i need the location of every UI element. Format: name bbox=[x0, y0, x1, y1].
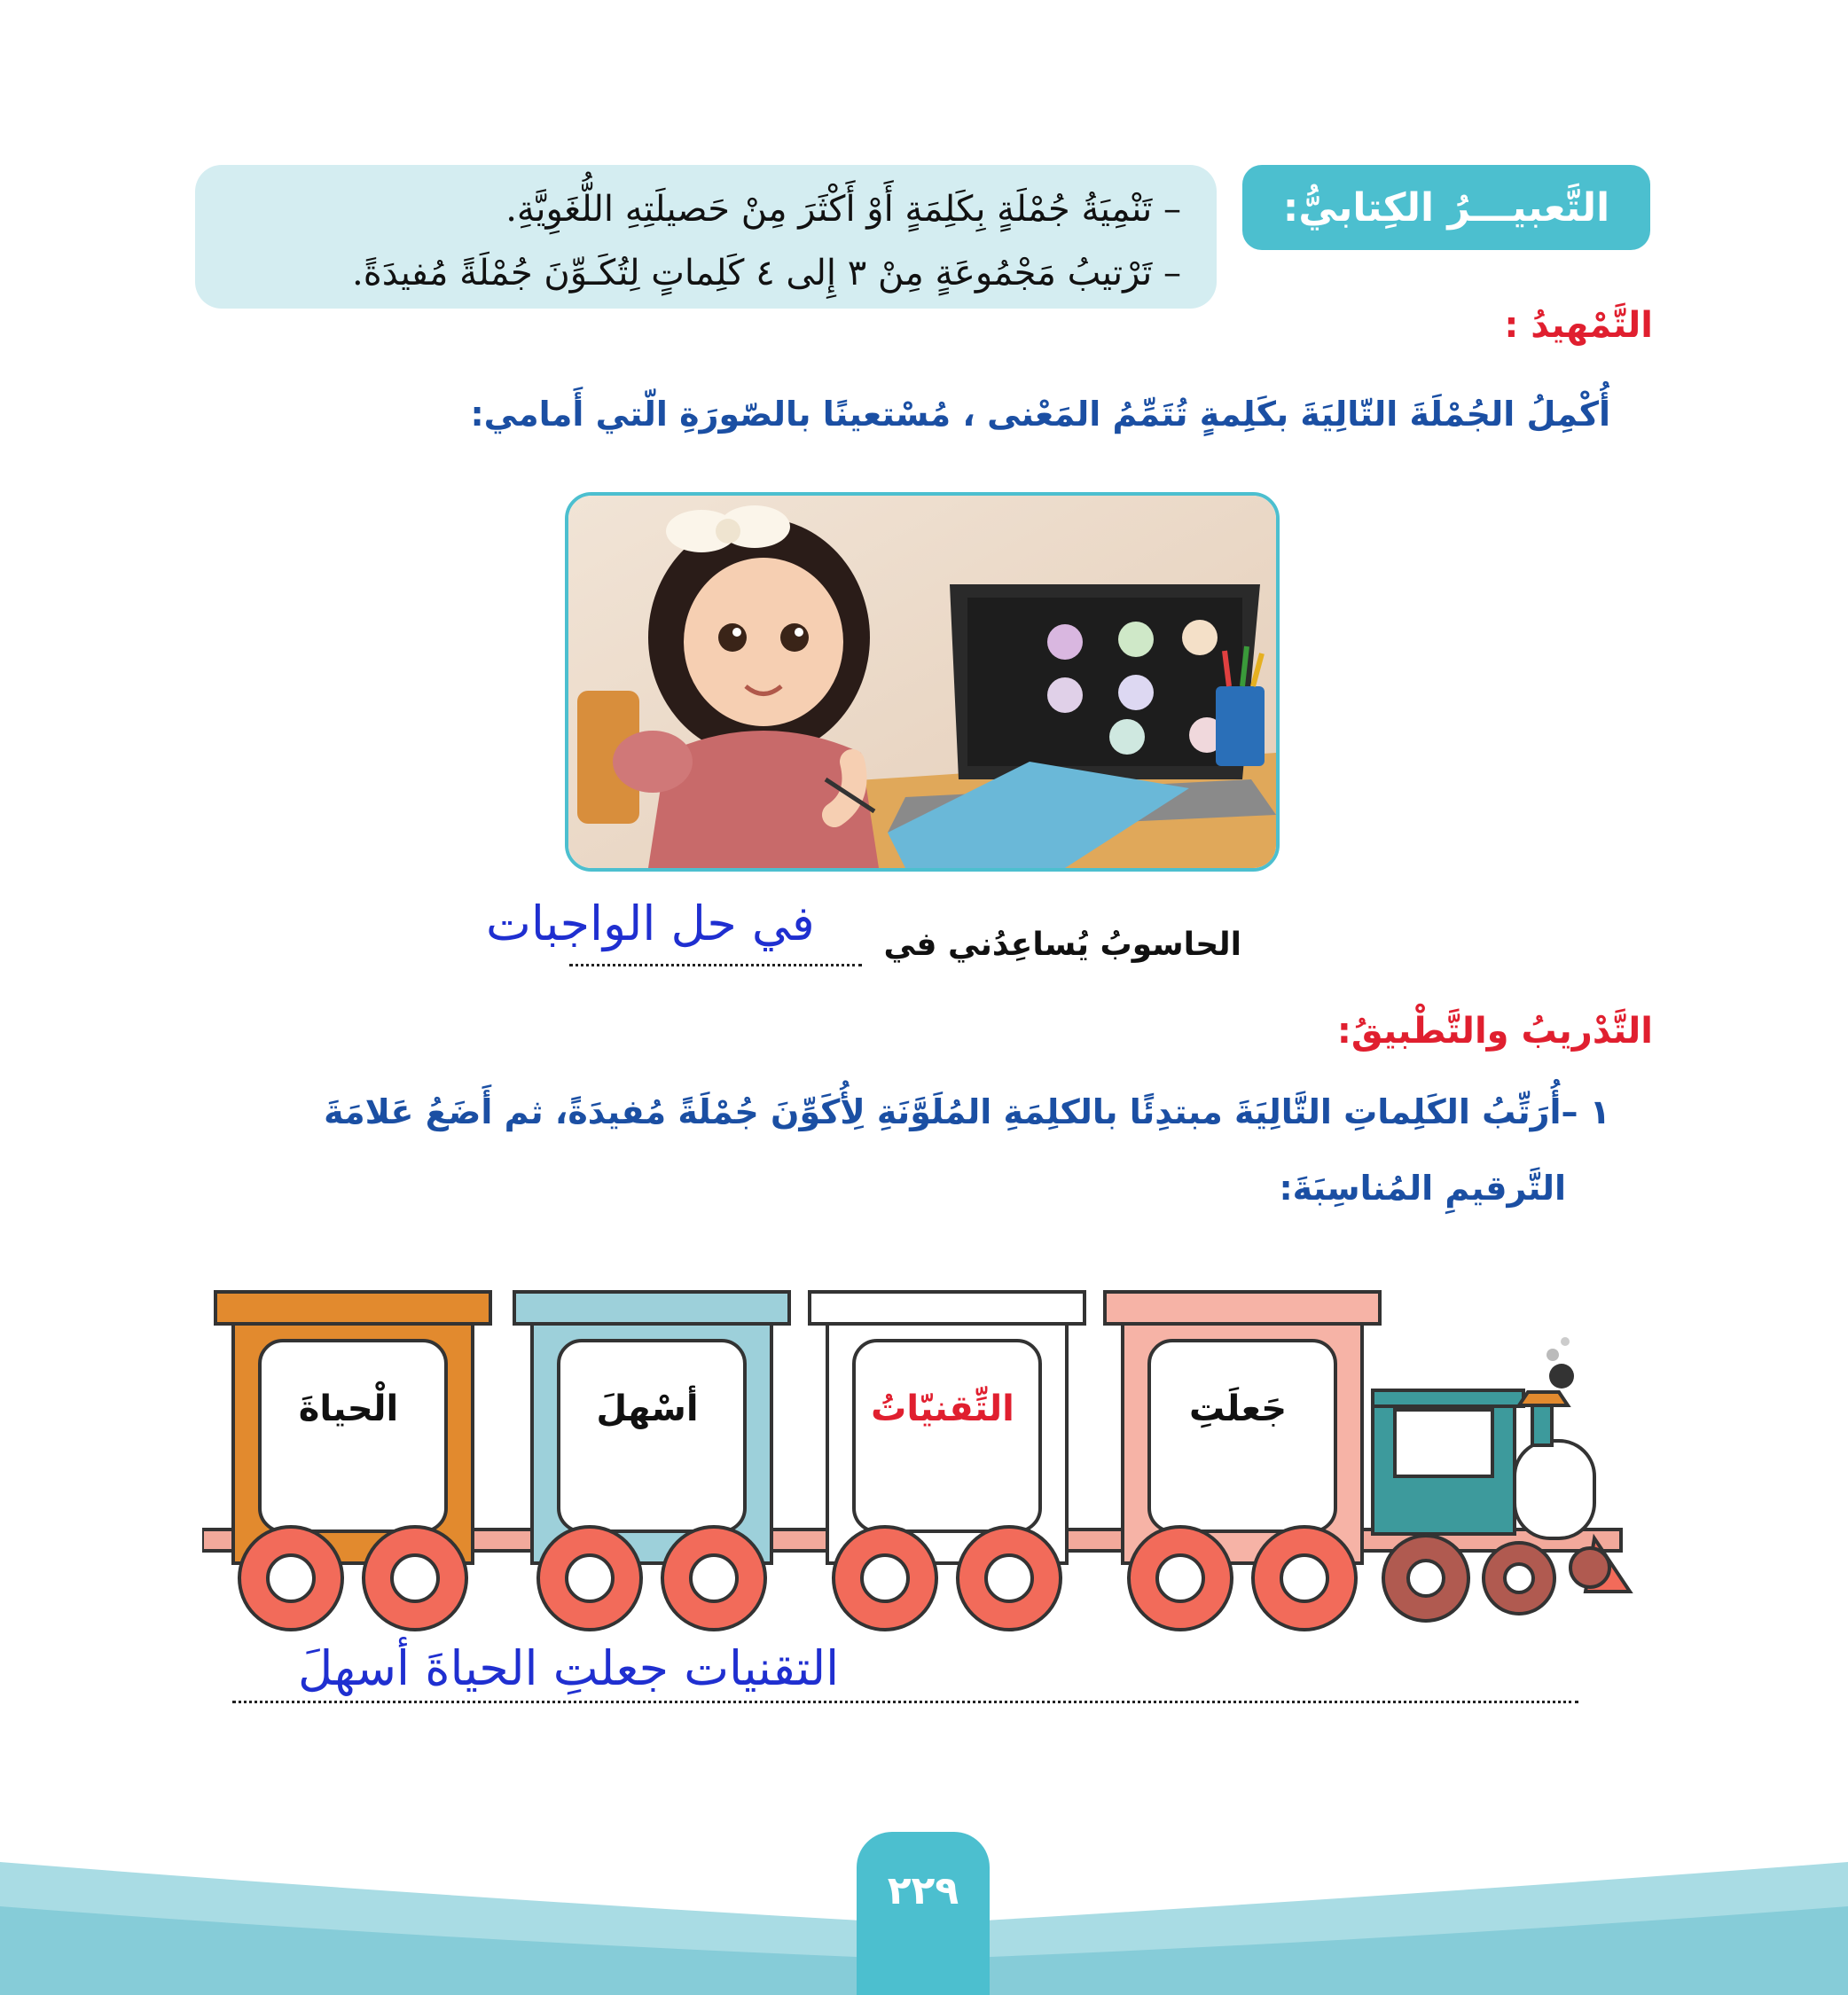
answer-dotted-line bbox=[232, 1701, 1578, 1703]
goal-item: – تَنْمِيَةُ جُمْلَةٍ بِكَلِمَةٍ أَوْ أَكْثَرَ مِنْ حَصيلَتِهِ اللُّغَوِيَّةِ. bbox=[505, 189, 1181, 230]
handwritten-answer-2: التقنيات جعلتِ الحياةَ أسهلَ bbox=[298, 1640, 840, 1696]
train-word: جَعلَتِ bbox=[1188, 1389, 1288, 1429]
practice-instruction-line2: التَّرقيمِ المُناسِبَةَ: bbox=[1279, 1169, 1566, 1208]
train-word: الْحياةَ bbox=[298, 1389, 399, 1429]
word-train-illustration bbox=[202, 1286, 1639, 1640]
girl-at-laptop-illustration bbox=[568, 496, 1276, 868]
sentence-prefix: الحاسوبُ يُساعِدُني في bbox=[883, 927, 1241, 963]
train-word: أسْهلَ bbox=[596, 1389, 699, 1429]
practice-heading: التَّدْريبُ والتَّطْبيقُ: bbox=[1336, 1011, 1653, 1052]
train-word-highlighted: التِّقنيّاتُ bbox=[871, 1389, 1014, 1429]
section-title: التَّعبيـــرُ الكِتابيُّ: bbox=[1242, 165, 1650, 250]
intro-heading: التَّمْهيدُ : bbox=[1504, 305, 1653, 346]
lesson-goals bbox=[195, 165, 1217, 309]
answer-dotted-line bbox=[569, 964, 862, 966]
handwritten-answer-1: في حل الواجبات bbox=[486, 896, 815, 951]
goal-item: – تَرْتيبُ مَجْمُوعَةٍ مِنْ ٣ إِلى ٤ كَلِماتٍ لِتُكَـوِّنَ جُمْلَةً مُفيدَةً. bbox=[352, 253, 1181, 293]
page-number: ٢٢٩ bbox=[857, 1832, 990, 1995]
practice-instruction-line1: ١ –أُرَتِّبُ الكَلِماتِ التَّالِيَةَ مبتدِئًا بالكلِمَةِ المُلَوَّنَةِ لِأُكَوِّنَ جُمْلَةً مُفيدَةً، ثم أَضَعُ عَلامَةَ bbox=[324, 1092, 1610, 1131]
intro-instruction: أُكْمِلُ الجُمْلَةَ التّالِيَةَ بكَلِمةٍ تُتَمِّمُ المَعْنى ، مُسْتعينًا بالصّورَةِ الّتي أَمامي: bbox=[470, 395, 1610, 434]
illustration-girl-laptop bbox=[565, 492, 1280, 872]
